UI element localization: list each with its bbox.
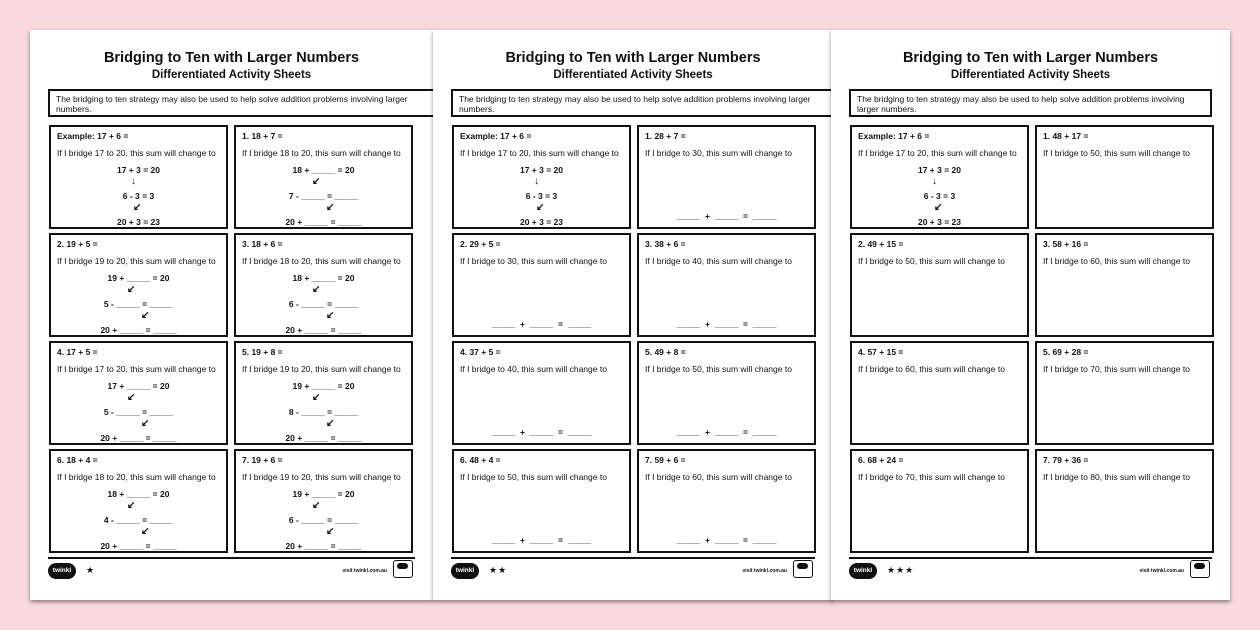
question-prompt: If I bridge to 50, this sum will change to <box>858 256 1005 266</box>
visit-url: visit twinkl.com.au <box>342 568 387 574</box>
equation-step: 17 + _____ = 20 <box>107 381 170 391</box>
footer-divider <box>451 557 815 559</box>
example-cell <box>452 125 631 229</box>
question-prompt: If I bridge to 50, this sum will change to <box>460 472 607 482</box>
equation-step: 20 + 3 = 23 <box>116 217 160 227</box>
question-cell <box>234 341 413 445</box>
question-label: 6. 48 + 4 = <box>460 455 501 465</box>
diagonal-arrow-icon: ↙ <box>934 202 943 213</box>
footer-divider <box>849 557 1212 559</box>
question-prompt: If I bridge 19 to 20, this sum will change to <box>242 472 401 482</box>
question-prompt: If I bridge to 60, this sum will change to <box>645 472 792 482</box>
diagonal-arrow-icon: ↙ <box>127 284 136 295</box>
question-prompt: If I bridge to 30, this sum will change to <box>645 148 792 158</box>
example-cell <box>850 125 1029 229</box>
question-label: 7. 79 + 36 = <box>1043 455 1089 465</box>
difficulty-stars: ★★★ <box>887 565 915 575</box>
question-label: 2. 29 + 5 = <box>460 239 501 249</box>
equation-step: 20 + _____ = _____ <box>285 541 362 551</box>
question-label: 1. 48 + 17 = <box>1043 131 1089 141</box>
diagonal-arrow-icon: ↙ <box>312 176 321 187</box>
diagonal-arrow-icon: ↙ <box>127 392 136 403</box>
answer-line: _____ + _____ = _____ <box>676 427 777 437</box>
question-label: 4. 57 + 15 = <box>858 347 904 357</box>
question-cell <box>850 449 1029 553</box>
question-cell <box>1035 449 1214 553</box>
question-label: 6. 68 + 24 = <box>858 455 904 465</box>
question-cell <box>452 233 631 337</box>
question-prompt: If I bridge 19 to 20, this sum will change to <box>57 256 216 266</box>
equation-step: 20 + _____ = _____ <box>285 433 362 443</box>
equation-step: 4 - _____ = _____ <box>103 515 174 525</box>
down-arrow-icon: ↓ <box>534 176 539 187</box>
question-cell <box>49 449 228 553</box>
question-label: 3. 58 + 16 = <box>1043 239 1089 249</box>
equation-step: 18 + _____ = 20 <box>292 165 355 175</box>
twinkl-logo: twinkl <box>849 563 877 579</box>
diagonal-arrow-icon: ↙ <box>141 418 150 429</box>
question-label: 2. 19 + 5 = <box>57 239 98 249</box>
question-prompt: If I bridge to 60, this sum will change to <box>858 364 1005 374</box>
worksheet-page <box>433 30 833 600</box>
answer-line: _____ + _____ = _____ <box>676 535 777 545</box>
question-cell <box>452 449 631 553</box>
diagonal-arrow-icon: ↙ <box>141 310 150 321</box>
worksheet-title: Bridging to Ten with Larger Numbers <box>103 50 360 66</box>
question-cell <box>637 449 816 553</box>
worksheet-title: Bridging to Ten with Larger Numbers <box>505 50 761 66</box>
equation-step: 18 + _____ = 20 <box>107 489 170 499</box>
equation-step: 6 - _____ = _____ <box>288 515 359 525</box>
question-prompt: If I bridge 17 to 20, this sum will change to <box>460 148 619 158</box>
worksheet-title: Bridging to Ten with Larger Numbers <box>902 50 1159 66</box>
diagonal-arrow-icon: ↙ <box>127 500 136 511</box>
question-label: 4. 17 + 5 = <box>57 347 98 357</box>
diagonal-arrow-icon: ↙ <box>326 310 335 321</box>
question-label: Example: 17 + 6 = <box>57 131 129 141</box>
question-label: 6. 18 + 4 = <box>57 455 98 465</box>
answer-line: _____ + _____ = _____ <box>491 535 592 545</box>
diagonal-arrow-icon: ↙ <box>326 202 335 213</box>
question-label: 7. 19 + 6 = <box>242 455 283 465</box>
question-label: 3. 38 + 6 = <box>645 239 686 249</box>
diagonal-arrow-icon: ↙ <box>312 392 321 403</box>
question-cell <box>850 233 1029 337</box>
question-prompt: If I bridge 18 to 20, this sum will change to <box>57 472 216 482</box>
diagonal-arrow-icon: ↙ <box>326 526 335 537</box>
intro-box: The bridging to ten strategy may also be used to help solve addition problems involving larger numbers. <box>48 89 433 117</box>
question-prompt: If I bridge to 50, this sum will change to <box>1043 148 1190 158</box>
equation-step: 20 + _____ = _____ <box>100 433 177 443</box>
question-label: 5. 69 + 28 = <box>1043 347 1089 357</box>
question-label: 3. 18 + 6 = <box>242 239 283 249</box>
equation-step: 17 + 3 = 20 <box>917 165 961 175</box>
diagonal-arrow-icon: ↙ <box>312 284 321 295</box>
quality-badge-icon <box>393 560 413 578</box>
question-prompt: If I bridge to 50, this sum will change to <box>645 364 792 374</box>
intro-box: The bridging to ten strategy may also be used to help solve addition problems involving larger numbers. <box>849 89 1212 117</box>
diagonal-arrow-icon: ↙ <box>536 202 545 213</box>
worksheet-page <box>30 30 433 600</box>
diagonal-arrow-icon: ↙ <box>326 418 335 429</box>
answer-line: _____ + _____ = _____ <box>491 319 592 329</box>
question-cell <box>49 341 228 445</box>
worksheet-subtitle: Differentiated Activity Sheets <box>151 69 312 81</box>
equation-step: 17 + 3 = 20 <box>116 165 160 175</box>
answer-line: _____ + _____ = _____ <box>676 211 777 221</box>
visit-url: visit twinkl.com.au <box>742 568 787 574</box>
equation-step: 6 - 3 = 3 <box>923 191 956 201</box>
diagonal-arrow-icon: ↙ <box>312 500 321 511</box>
question-prompt: If I bridge to 40, this sum will change to <box>645 256 792 266</box>
answer-line: _____ + _____ = _____ <box>676 319 777 329</box>
question-label: 4. 37 + 5 = <box>460 347 501 357</box>
question-prompt: If I bridge to 80, this sum will change to <box>1043 472 1190 482</box>
question-prompt: If I bridge to 40, this sum will change to <box>460 364 607 374</box>
worksheet-page <box>831 30 1230 600</box>
visit-url: visit twinkl.com.au <box>1139 568 1184 574</box>
example-cell <box>49 125 228 229</box>
question-prompt: If I bridge 18 to 20, this sum will change to <box>242 148 401 158</box>
question-label: Example: 17 + 6 = <box>460 131 532 141</box>
equation-step: 19 + _____ = 20 <box>107 273 170 283</box>
question-prompt: If I bridge 19 to 20, this sum will change to <box>242 364 401 374</box>
question-cell <box>452 341 631 445</box>
diagonal-arrow-icon: ↙ <box>133 202 142 213</box>
quality-badge-icon <box>793 560 813 578</box>
question-prompt: If I bridge 18 to 20, this sum will change to <box>242 256 401 266</box>
equation-step: 18 + _____ = 20 <box>292 273 355 283</box>
equation-step: 7 - _____ = _____ <box>288 191 359 201</box>
equation-step: 8 - _____ = _____ <box>288 407 359 417</box>
twinkl-logo: twinkl <box>451 563 479 579</box>
equation-step: 5 - _____ = _____ <box>103 299 174 309</box>
equation-step: 5 - _____ = _____ <box>103 407 174 417</box>
question-cell <box>49 233 228 337</box>
difficulty-stars: ★ <box>86 565 96 575</box>
question-prompt: If I bridge 17 to 20, this sum will change to <box>57 364 216 374</box>
answer-line: _____ + _____ = _____ <box>491 427 592 437</box>
question-label: 5. 19 + 8 = <box>242 347 283 357</box>
intro-box: The bridging to ten strategy may also be used to help solve addition problems involving larger numbers. <box>451 89 833 117</box>
question-label: 1. 28 + 7 = <box>645 131 686 141</box>
question-cell <box>1035 233 1214 337</box>
question-label: 2. 49 + 15 = <box>858 239 904 249</box>
question-cell <box>637 125 816 229</box>
question-label: 7. 59 + 6 = <box>645 455 686 465</box>
twinkl-logo: twinkl <box>48 563 76 579</box>
footer-divider <box>48 557 415 559</box>
worksheet-subtitle: Differentiated Activity Sheets <box>553 69 713 81</box>
down-arrow-icon: ↓ <box>932 176 937 187</box>
question-prompt: If I bridge 17 to 20, this sum will change to <box>858 148 1017 158</box>
equation-step: 20 + 3 = 23 <box>917 217 961 227</box>
question-prompt: If I bridge to 30, this sum will change to <box>460 256 607 266</box>
difficulty-stars: ★★ <box>489 565 508 575</box>
equation-step: 6 - _____ = _____ <box>288 299 359 309</box>
equation-step: 19 + _____ = 20 <box>292 381 355 391</box>
question-prompt: If I bridge 17 to 20, this sum will change to <box>57 148 216 158</box>
question-prompt: If I bridge to 70, this sum will change to <box>858 472 1005 482</box>
equation-step: 19 + _____ = 20 <box>292 489 355 499</box>
equation-step: 20 + _____ = _____ <box>285 217 362 227</box>
question-cell <box>1035 341 1214 445</box>
equation-step: 20 + 3 = 23 <box>519 217 563 227</box>
equation-step: 6 - 3 = 3 <box>525 191 558 201</box>
question-label: 5. 49 + 8 = <box>645 347 686 357</box>
diagonal-arrow-icon: ↙ <box>141 526 150 537</box>
equation-step: 17 + 3 = 20 <box>519 165 563 175</box>
question-cell <box>1035 125 1214 229</box>
question-label: 1. 18 + 7 = <box>242 131 283 141</box>
question-prompt: If I bridge to 60, this sum will change to <box>1043 256 1190 266</box>
question-label: Example: 17 + 6 = <box>858 131 930 141</box>
question-prompt: If I bridge to 70, this sum will change to <box>1043 364 1190 374</box>
down-arrow-icon: ↓ <box>131 176 136 187</box>
question-cell <box>234 125 413 229</box>
question-cell <box>234 233 413 337</box>
worksheet-subtitle: Differentiated Activity Sheets <box>950 69 1111 81</box>
question-cell <box>637 233 816 337</box>
equation-step: 20 + _____ = _____ <box>285 325 362 335</box>
equation-step: 6 - 3 = 3 <box>122 191 155 201</box>
equation-step: 20 + _____ = _____ <box>100 325 177 335</box>
question-cell <box>637 341 816 445</box>
quality-badge-icon <box>1190 560 1210 578</box>
question-cell <box>234 449 413 553</box>
equation-step: 20 + _____ = _____ <box>100 541 177 551</box>
question-cell <box>850 341 1029 445</box>
